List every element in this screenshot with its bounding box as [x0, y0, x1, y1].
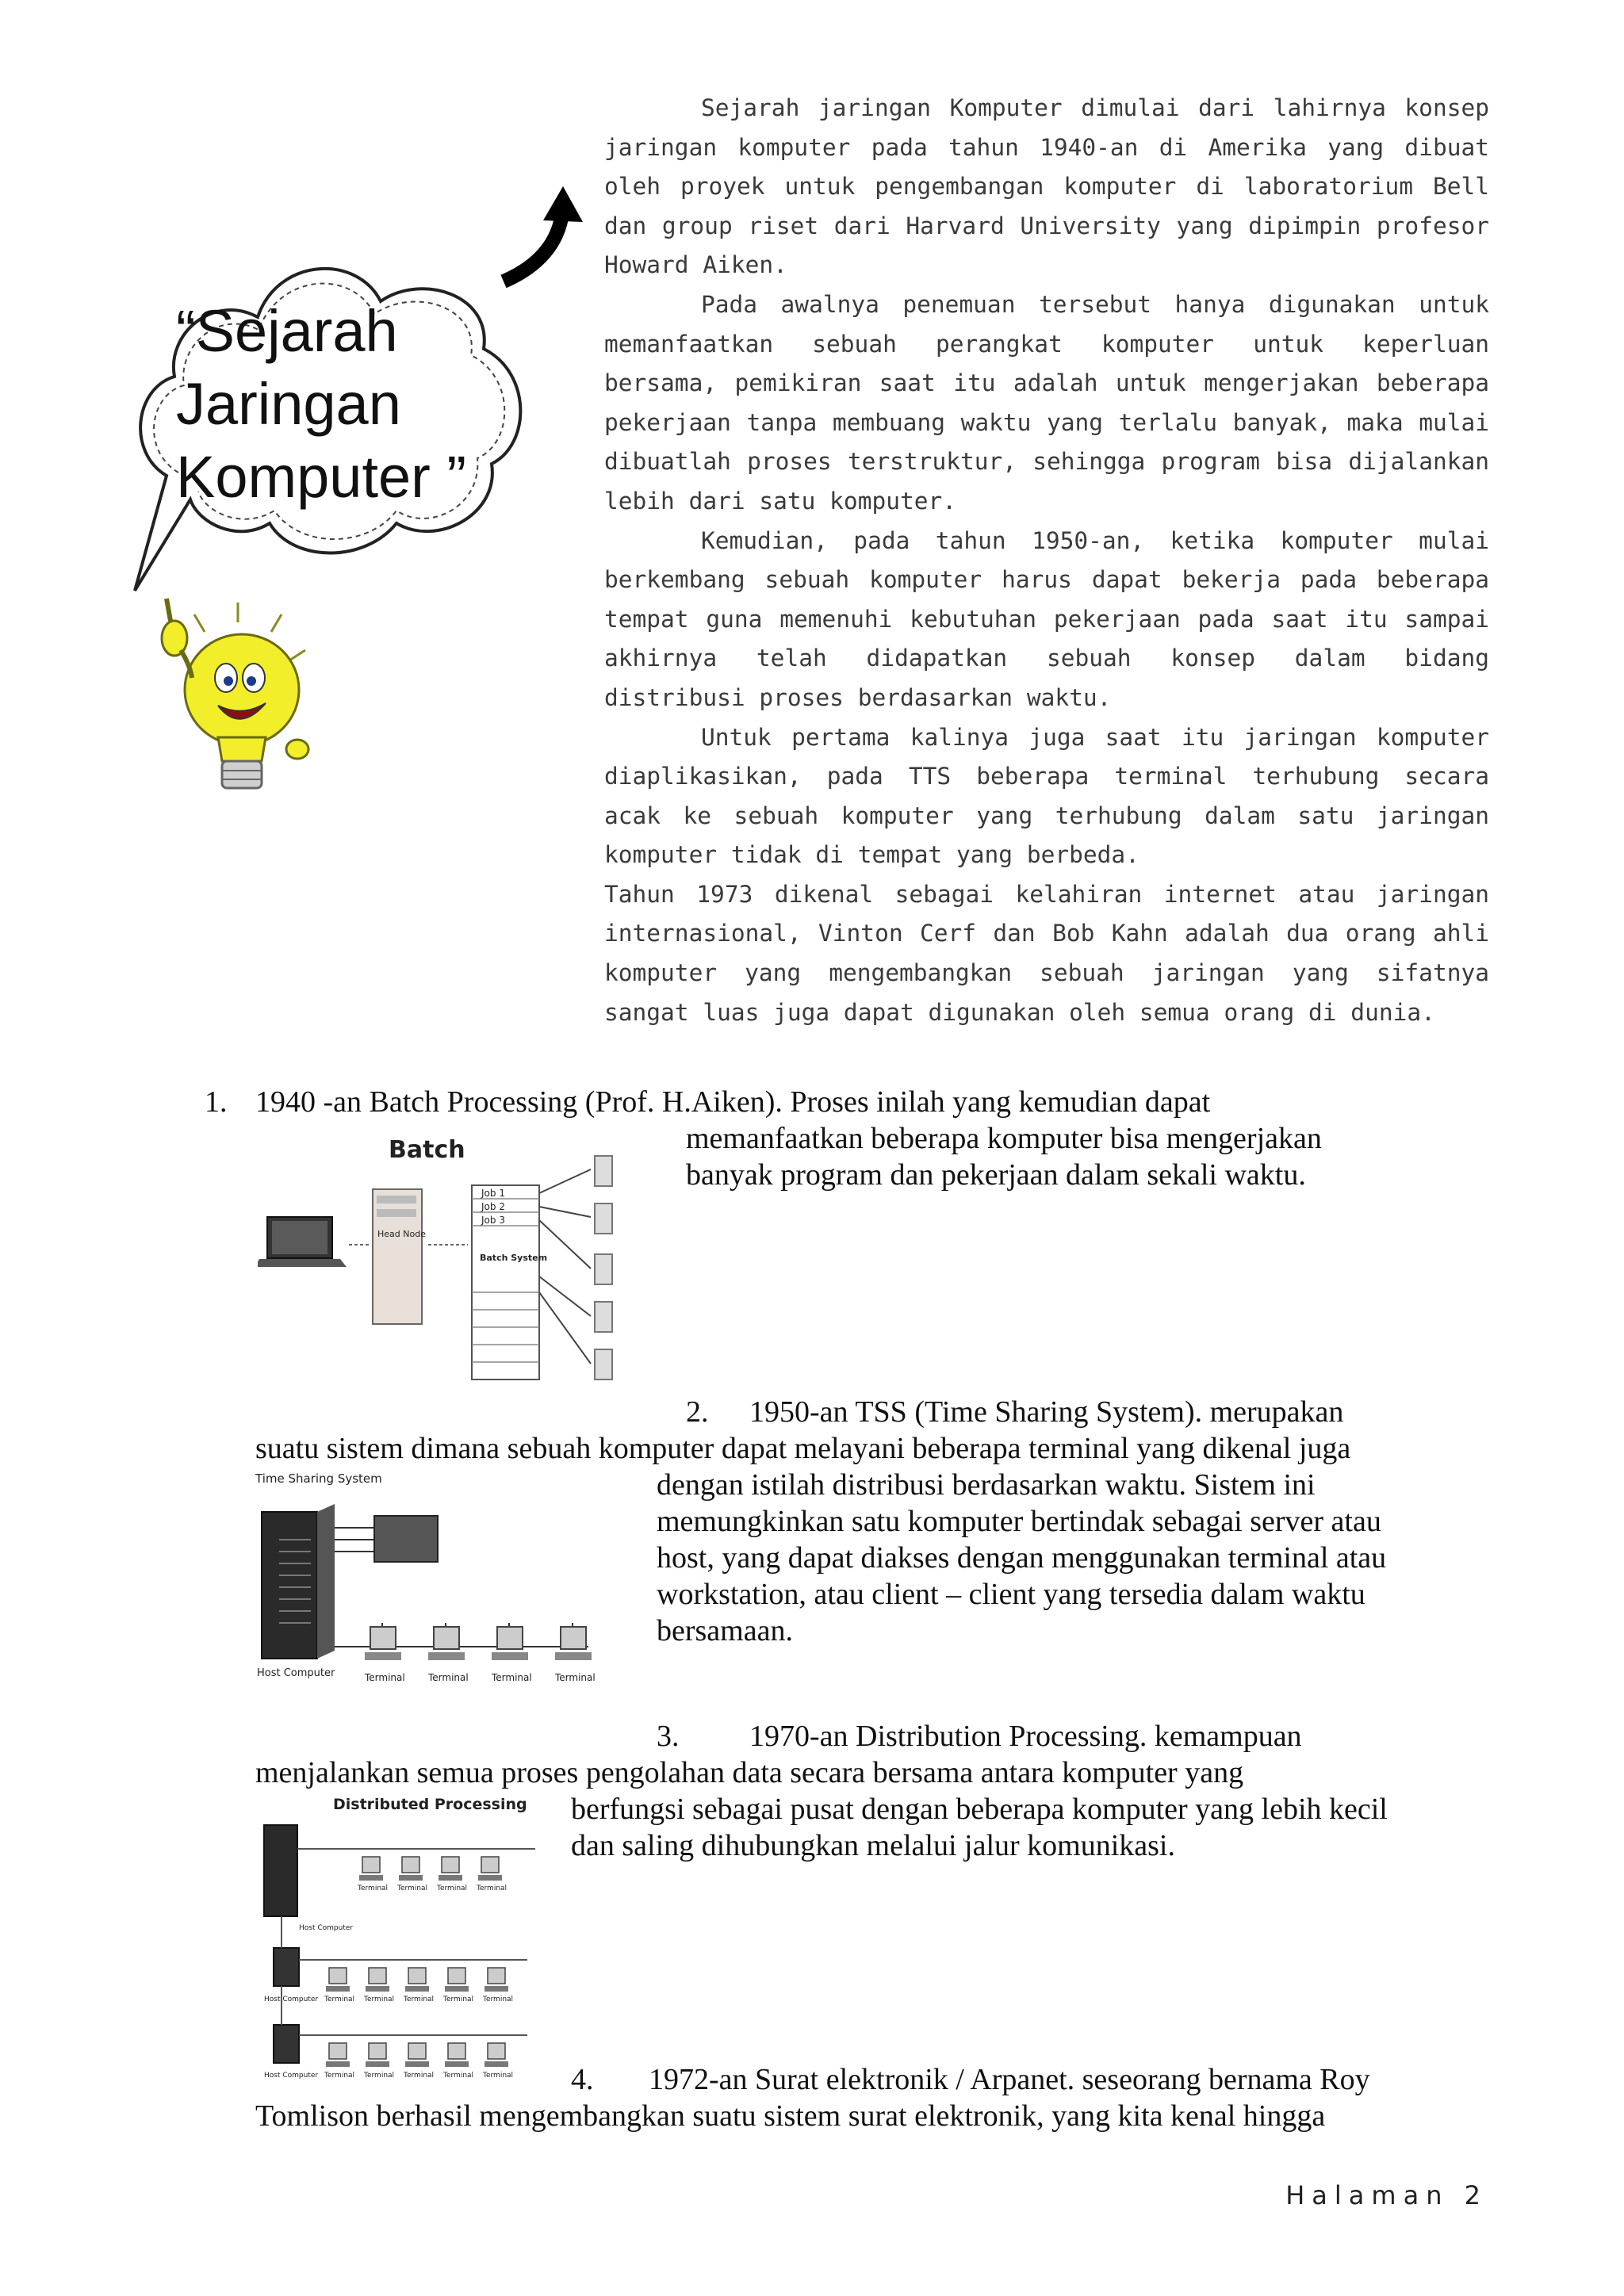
- terminal-label: Terminal: [358, 1885, 389, 1892]
- item-1-line: banyak program dan pekerjaan dalam sekali waktu.: [686, 1158, 1306, 1192]
- tss-diagram: [255, 1468, 628, 1702]
- terminal-label: Terminal: [428, 1672, 469, 1683]
- item-4-line: Tomlison berhasil mengembangkan suatu sistem surat elektronik, yang kita kenal hingga: [255, 2099, 1326, 2133]
- host-computer-label: Host Computer: [299, 1924, 354, 1932]
- host-computer-label: Host Computer: [264, 2072, 319, 2080]
- host-computer-label: Host Computer: [257, 1667, 335, 1679]
- item-2-number: 2.: [686, 1395, 709, 1429]
- item-3-line: menjalankan semua proses pengolahan data secara bersama antara komputer yang: [255, 1756, 1244, 1789]
- item-2-line: suatu sistem dimana sebuah komputer dapat melayani beberapa terminal yang dikenal juga: [255, 1432, 1351, 1465]
- intro-paragraph: Tahun 1973 dikenal sebagai kelahiran internet atau jaringan internasional, Vinton Cerf dan Bob Kahn adalah dua orang ahli komputer yang mengembangkan sebuah jaringan yang sifatnya sangat luas juga dapat digunakan oleh semua orang di dunia.: [604, 880, 1489, 1026]
- intro-text: [604, 89, 1489, 1032]
- job-label: Job 2: [481, 1201, 505, 1212]
- head-node-label: Head Node: [377, 1229, 426, 1239]
- item-1-line: 1940 -an Batch Processing (Prof. H.Aiken). Proses inilah yang kemudian dapat: [255, 1085, 1211, 1119]
- tss-diagram-title: Time Sharing System: [255, 1471, 382, 1486]
- terminal-label: Terminal: [364, 2072, 395, 2080]
- terminal-label: Terminal: [404, 2072, 435, 2080]
- terminal-label: Terminal: [365, 1672, 405, 1683]
- item-1-line: memanfaatkan beberapa komputer bisa mengerjakan: [686, 1122, 1322, 1155]
- host-computer-label: Host Computer: [264, 1996, 319, 2003]
- item-2-line: dengan istilah distribusi berdasarkan waktu. Sistem ini: [657, 1468, 1316, 1502]
- item-2-line: memungkinkan satu komputer bertindak sebagai server atau: [657, 1505, 1381, 1538]
- batch-diagram-title: Batch: [389, 1136, 465, 1164]
- intro-paragraph: Untuk pertama kalinya juga saat itu jaringan komputer diaplikasikan, pada TTS beberapa terminal terhubung secara acak ke sebuah komputer yang terhubung dalam satu jaringan komputer tidak di tempat yang berbeda.: [604, 723, 1489, 869]
- terminal-label: Terminal: [443, 2072, 474, 2080]
- terminal-label: Terminal: [555, 1672, 596, 1683]
- terminal-label: Terminal: [477, 1885, 508, 1892]
- terminal-label: Terminal: [483, 1996, 514, 2003]
- batch-diagram: [258, 1134, 634, 1395]
- terminal-label: Terminal: [324, 2072, 355, 2080]
- terminal-label: Terminal: [397, 1885, 428, 1892]
- terminal-label: Terminal: [437, 1885, 468, 1892]
- terminal-label: Terminal: [324, 1996, 355, 2003]
- intro-paragraph: Sejarah jaringan Komputer dimulai dari lahirnya konsep jaringan komputer pada tahun 1940-an di Amerika yang dibuat oleh proyek untuk pengembangan komputer di laboratorium Bell dan group riset dari Harvard University yang dipimpin profesor Howard Aiken.: [604, 94, 1489, 279]
- distributed-diagram-title: Distributed Processing: [333, 1796, 527, 1813]
- intro-paragraph: Pada awalnya penemuan tersebut hanya digunakan untuk memanfaatkan sebuah perangkat komputer untuk keperluan bersama, pemikiran saat itu adalah untuk mengerjakan beberapa pekerjaan tanpa membuang waktu yang terlalu banyak, maka mulai dibuatlah proses terstruktur, sehingga program bisa dijalankan lebih dari satu komputer.: [604, 290, 1489, 515]
- item-1-number: 1.: [205, 1085, 228, 1119]
- terminal-label: Terminal: [492, 1672, 532, 1683]
- batch-system-label: Batch System: [480, 1253, 548, 1263]
- item-2-line: bersamaan.: [657, 1614, 793, 1647]
- item-3-line: dan saling dihubungkan melalui jalur komunikasi.: [571, 1829, 1175, 1862]
- job-label: Job 3: [481, 1215, 505, 1226]
- item-3-line: 1970-an Distribution Processing. kemampuan: [749, 1720, 1302, 1753]
- page-number: Halaman 2: [1285, 2180, 1488, 2210]
- terminal-label: Terminal: [483, 2072, 514, 2080]
- cloud-title: “Sejarah Jaringan Komputer ”: [176, 298, 467, 510]
- item-2-line: workstation, atau client – client yang tersedia dalam waktu: [657, 1578, 1365, 1611]
- distributed-diagram: [258, 1793, 567, 2091]
- item-2-line: 1950-an TSS (Time Sharing System). merupakan: [749, 1395, 1344, 1429]
- item-3-number: 3.: [657, 1720, 680, 1753]
- job-label: Job 1: [481, 1188, 505, 1199]
- terminal-label: Terminal: [364, 1996, 395, 2003]
- terminal-label: Terminal: [404, 1996, 435, 2003]
- intro-paragraph: Kemudian, pada tahun 1950-an, ketika komputer mulai berkembang sebuah komputer harus dapat bekerja pada beberapa tempat guna memenuhi kebutuhan pekerjaan pada saat itu sampai akhirnya telah didapatkan sebuah konsep dalam bidang distribusi proses berdasarkan waktu.: [604, 526, 1489, 711]
- curved-arrow-icon: [500, 182, 587, 293]
- lightbulb-mascot-icon: [143, 591, 333, 805]
- item-2-line: host, yang dapat diakses dengan menggunakan terminal atau: [657, 1541, 1387, 1575]
- item-4-line: 1972-an Surat elektronik / Arpanet. seseorang bernama Roy: [649, 2063, 1370, 2096]
- item-4-number: 4.: [571, 2063, 594, 2096]
- terminal-label: Terminal: [443, 1996, 474, 2003]
- item-3-line: berfungsi sebagai pusat dengan beberapa komputer yang lebih kecil: [571, 1793, 1388, 1826]
